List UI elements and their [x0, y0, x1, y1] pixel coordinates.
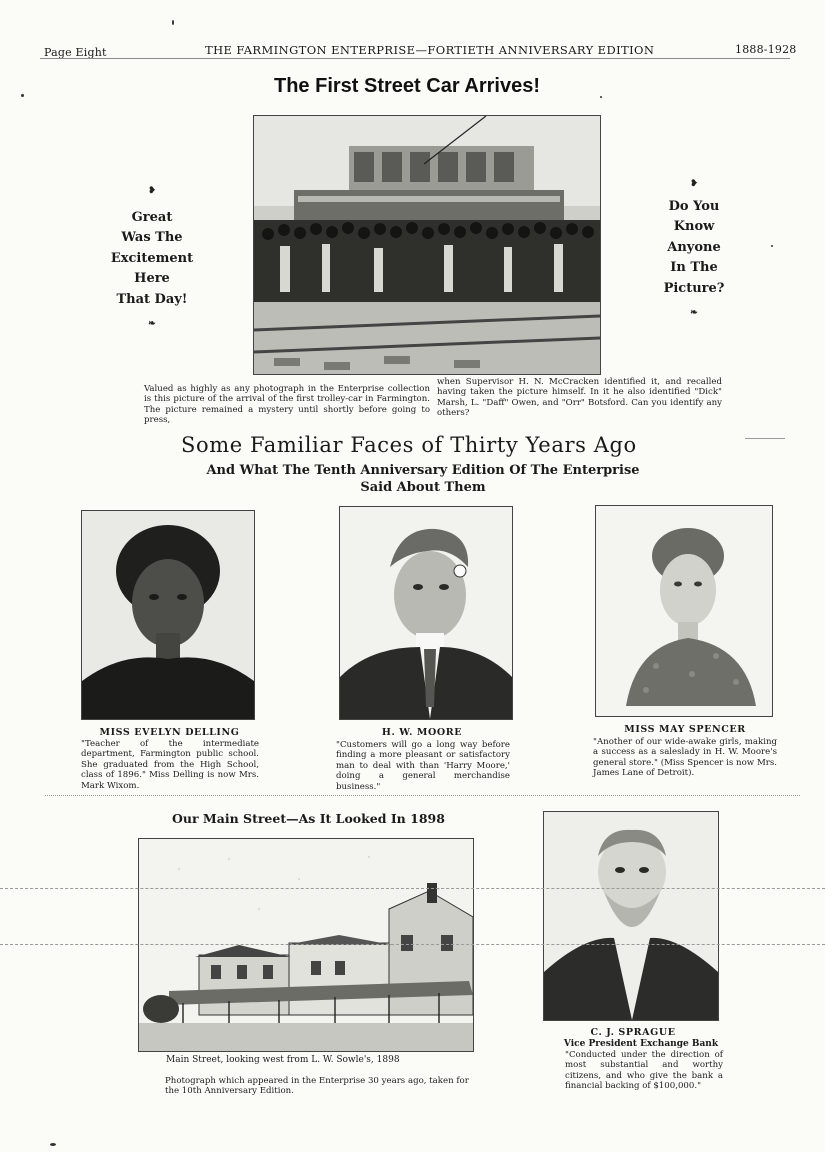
street-car-caption-left: Valued as highly as any photograph in the Enterprise collection is this picture of the arrival of the first trolley-car in Farmington. The picture remained a mystery until shortly before going to press,: [144, 384, 430, 426]
person-name: MISS MAY SPENCER: [624, 724, 746, 735]
left-line: Was The: [121, 230, 183, 245]
portrait-c-j-sprague: [543, 811, 719, 1021]
right-line: Do You: [668, 198, 720, 214]
header-rule: [40, 58, 790, 59]
left-line: Great: [131, 209, 173, 225]
page-number: Page Eight: [44, 46, 107, 59]
scan-line: [0, 944, 825, 945]
left-line: That Day!: [116, 291, 188, 307]
main-street-photo: [138, 838, 474, 1052]
portrait-evelyn-delling: [81, 510, 255, 720]
scan-speck: [50, 1143, 56, 1146]
right-line: Know: [673, 219, 715, 234]
person-description: "Customers will go a long way before finding a more pleasant or satisfactory man to deal with than 'Harry Moore,' doing a general merchandise business.": [336, 740, 510, 792]
right-line: Anyone: [667, 239, 721, 255]
person-name: H. W. MOORE: [381, 727, 463, 738]
faces-headline: Some Familiar Faces of Thirty Years Ago: [181, 433, 637, 457]
ornament-icon: ❧: [690, 308, 698, 318]
street-car-headline: The First Street Car Arrives!: [274, 75, 541, 97]
subheadline-line: And What The Tenth Anniversary Edition Of The Enterprise: [206, 463, 640, 478]
scan-line: [45, 795, 800, 796]
main-street-text: Photograph which appeared in the Enterprise 30 years ago, taken for the 10th Anniversary Edition.: [165, 1076, 469, 1097]
ornament-icon: ❥: [690, 179, 698, 189]
main-street-headline: Our Main Street—As It Looked In 1898: [172, 811, 445, 826]
street-car-caption-right: when Supervisor H. N. McCracken identified it, and recalled having taken the picture himself. In it he also identified "Dick" Marsh, L. "Daff" Owen, and "Orr" Botsford. Can you identify any others?: [437, 377, 722, 419]
scan-speck: [172, 20, 174, 25]
portrait-may-spencer: [595, 505, 773, 717]
person-name: MISS EVELYN DELLING: [99, 727, 240, 738]
scan-speck: [600, 96, 602, 98]
scan-line: [0, 888, 825, 889]
left-side-text: [96, 181, 208, 335]
person-name: C. J. SPRAGUE: [590, 1027, 676, 1038]
portrait-h-w-moore: [339, 506, 513, 720]
right-line: In The: [670, 260, 718, 275]
person-description: "Another of our wide-awake girls, making a success as a saleslady in H. W. Moore's general store." (Miss Spencer is now Mrs. James Lane of Detroit).: [593, 737, 777, 779]
scan-speck: [771, 245, 773, 247]
person-description: "Teacher of the intermediate department, Farmington public school. She graduated from the High School, class of 1896." Miss Delling is now Mrs. Mark Wixom.: [81, 739, 259, 791]
edition-years: 1888-1928: [735, 43, 797, 56]
left-line: Excitement: [110, 250, 194, 266]
right-side-text: [652, 174, 736, 324]
right-line: Picture?: [663, 280, 725, 296]
left-line: Here: [134, 271, 170, 286]
ornament-icon: ❥: [148, 186, 156, 196]
scan-speck: [21, 94, 24, 97]
subheadline-line: Said About Them: [360, 480, 486, 495]
faces-subheadline: [180, 462, 666, 496]
street-car-photo: [253, 115, 601, 375]
newspaper-title: THE FARMINGTON ENTERPRISE—FORTIETH ANNIVERSARY EDITION: [205, 43, 655, 57]
main-street-caption: Main Street, looking west from L. W. Sowle's, 1898: [166, 1055, 400, 1065]
ornament-icon: ❧: [148, 319, 156, 329]
person-description: "Conducted under the direction of most substantial and worthy citizens, and who give the bank a financial backing of $100,000.": [565, 1050, 723, 1092]
scan-line: [745, 438, 785, 439]
person-title: Vice President Exchange Bank: [563, 1039, 719, 1049]
